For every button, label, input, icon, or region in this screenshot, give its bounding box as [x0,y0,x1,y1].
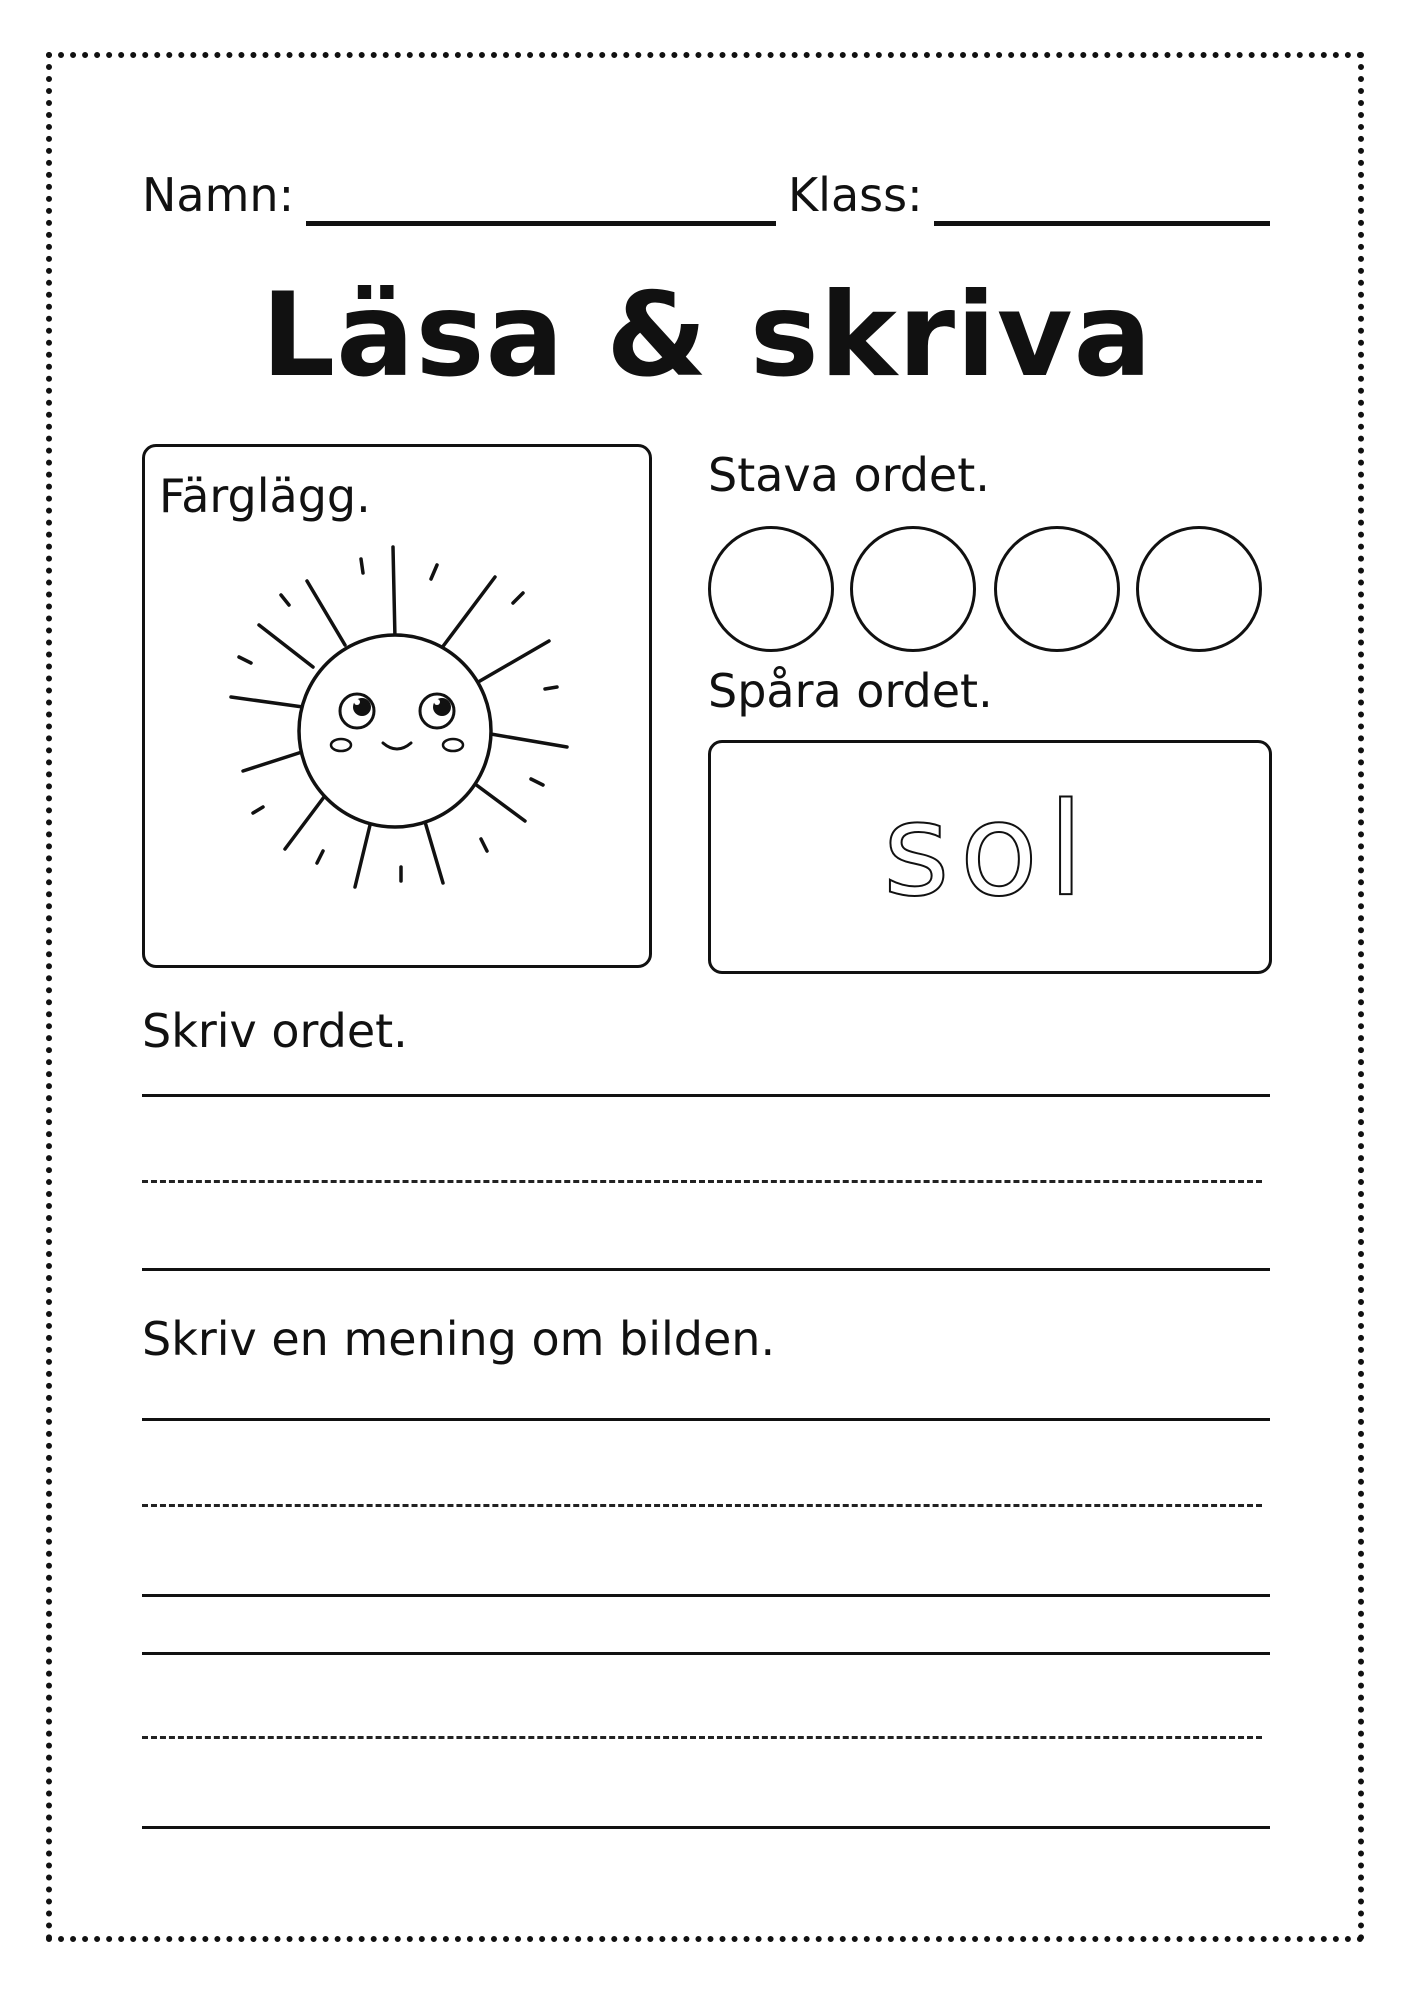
spell-circle-2[interactable] [850,526,976,652]
write-word-mid-line [142,1180,1262,1183]
spell-label: Stava ordet. [708,448,990,502]
spell-circle-4[interactable] [1136,526,1262,652]
trace-word: sol [883,776,1094,925]
trace-label: Spåra ordet. [708,664,993,718]
sentence-line-1-top[interactable] [142,1418,1270,1421]
sentence-line-1-mid [142,1504,1262,1507]
coloring-label: Färglägg. [159,469,371,523]
sentence-label: Skriv en mening om bilden. [142,1312,776,1366]
name-label: Namn: [142,168,295,222]
write-word-base-line[interactable] [142,1268,1270,1271]
sentence-line-2-mid [142,1736,1262,1739]
name-field[interactable] [306,221,776,226]
class-label: Klass: [788,168,923,222]
spell-circle-1[interactable] [708,526,834,652]
trace-box[interactable] [708,740,1272,974]
spell-circle-3[interactable] [994,526,1120,652]
coloring-box[interactable] [142,444,652,968]
class-field[interactable] [934,221,1270,226]
write-word-label: Skriv ordet. [142,1004,408,1058]
page-title: Läsa & skriva [261,268,1153,403]
sentence-line-1-base[interactable] [142,1594,1270,1597]
sentence-line-2-top[interactable] [142,1652,1270,1655]
write-word-top-line[interactable] [142,1094,1270,1097]
sun-icon [205,537,585,917]
sentence-line-2-base[interactable] [142,1826,1270,1829]
